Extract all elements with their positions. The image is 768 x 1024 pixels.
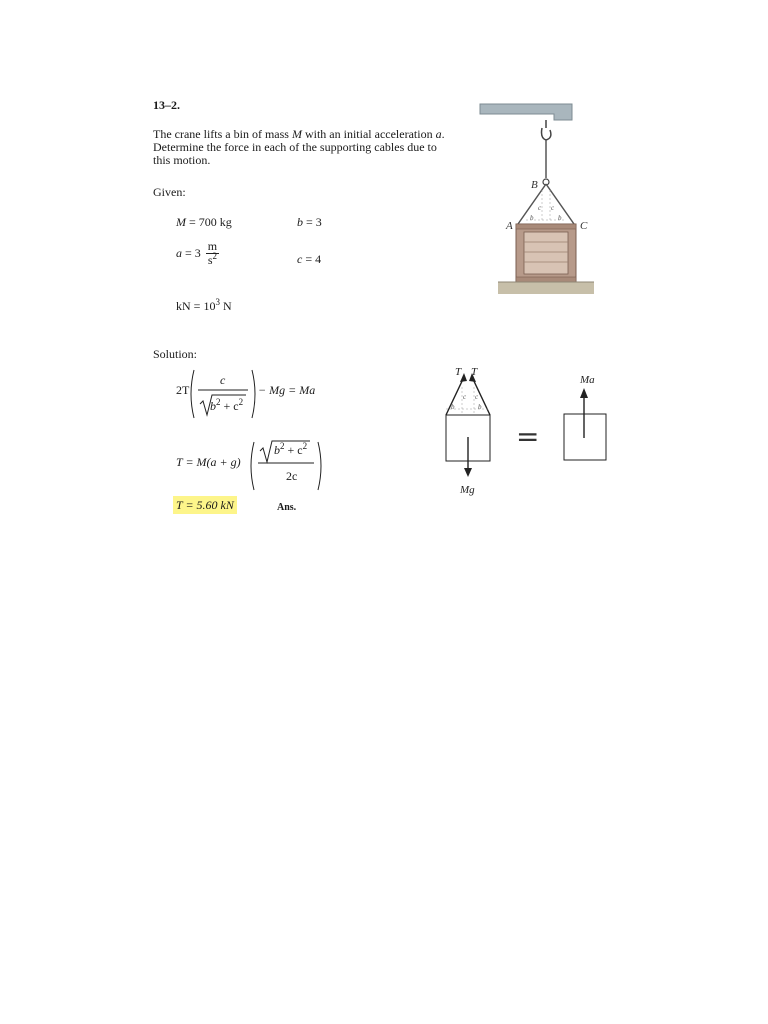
- answer-value: T = 5.60 kN: [173, 499, 237, 512]
- given-b: b = 3: [297, 215, 322, 229]
- svg-text:b: b: [530, 214, 534, 222]
- given-mass: M = 700 kg: [176, 215, 232, 229]
- equals-sign: =: [516, 420, 540, 453]
- answer-label: Ans.: [277, 502, 297, 513]
- label-C: C: [580, 220, 588, 232]
- crane-arm: [480, 104, 572, 120]
- svg-text:c: c: [463, 393, 467, 401]
- kd-label-Ma: Ma: [580, 374, 595, 386]
- svg-text:c: c: [538, 204, 542, 212]
- crane-figure: [476, 98, 616, 298]
- given-kn-definition: kN = $10^3$ N: [176, 297, 232, 313]
- given-heading: Given:: [153, 185, 186, 199]
- equation-1: 2T c $b^2 + c^2$ − Mg = Ma: [176, 366, 396, 422]
- solution-heading: Solution:: [153, 347, 198, 361]
- problem-statement: The crane lifts a bin of mass M with an initial acceleration a. Determine the force in each of the supporting cables due to this motion.: [153, 127, 445, 167]
- kd-box: [564, 414, 606, 460]
- ground: [498, 282, 594, 294]
- fbd-label-T2: T: [471, 366, 478, 378]
- hook-icon: [542, 120, 551, 140]
- svg-text:b: b: [478, 403, 482, 411]
- svg-text:b: b: [451, 403, 455, 411]
- equation-2: T = M(a + g) $b^2 + c^2$ 2c: [176, 438, 396, 494]
- given-c: c = 4: [297, 252, 322, 266]
- problem-number: 13–2.: [153, 98, 180, 112]
- fbd-label-Mg: Mg: [460, 484, 475, 496]
- acceleration-unit: $\frac{m}{s^2}$: [207, 239, 218, 267]
- label-B: B: [531, 179, 538, 191]
- crate: [516, 224, 576, 282]
- fbd-label-T1: T: [455, 366, 462, 378]
- svg-text:c: c: [475, 393, 479, 401]
- kinetic-diagram: [558, 368, 618, 468]
- label-A: A: [506, 220, 513, 232]
- svg-text:c: c: [551, 204, 555, 212]
- free-body-diagram: [440, 365, 560, 495]
- given-acceleration: a = 3 $\frac{m}{s^2}$: [176, 239, 218, 267]
- svg-text:b: b: [558, 214, 562, 222]
